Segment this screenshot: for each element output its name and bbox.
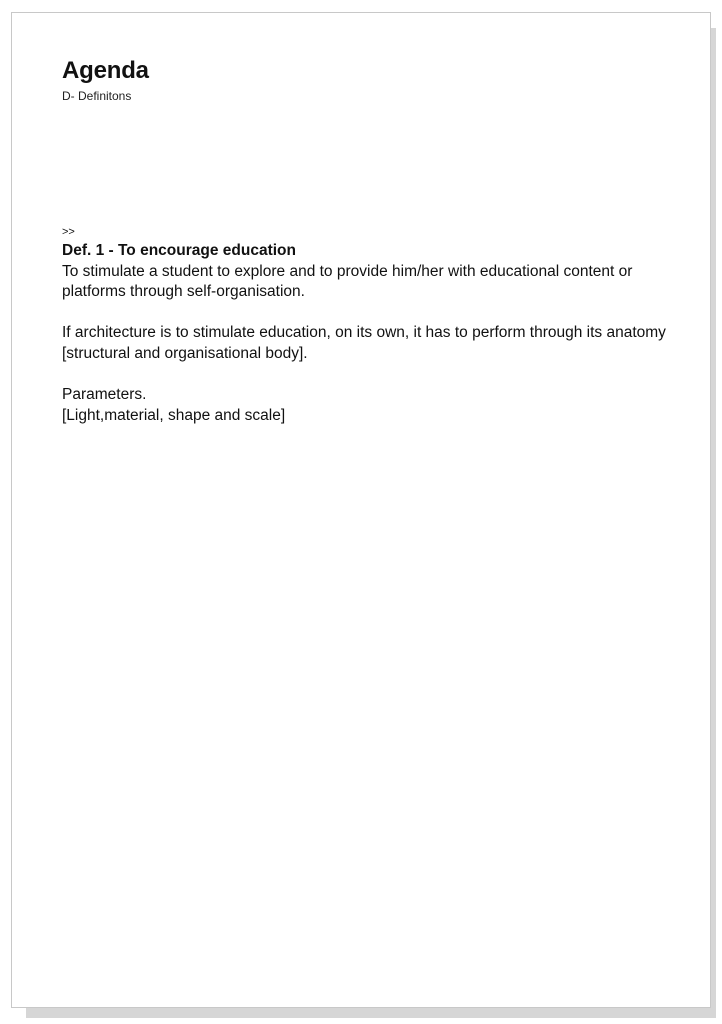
- definition-section: [62, 225, 672, 426]
- paragraph-spacer: [62, 365, 672, 386]
- page-content: [62, 57, 672, 424]
- definition-heading: Def. 1 - To encourage education: [62, 242, 296, 259]
- document-page: [11, 12, 711, 1008]
- paragraph-spacer: [62, 303, 672, 324]
- architecture-paragraph: If architecture is to stimulate education, on its own, it has to perform through its anatomy [structural and organisational body].: [62, 324, 666, 362]
- definition-text: To stimulate a student to explore and to provide him/her with educational content or platforms through self-organisation.: [62, 262, 633, 301]
- page-subtitle: D- Definitons: [62, 89, 132, 103]
- page-title: Agenda: [62, 57, 149, 84]
- section-marker: >>: [62, 226, 75, 238]
- parameters-label: Parameters.: [62, 386, 147, 404]
- parameters-list: [Light,material, shape and scale]: [62, 406, 286, 424]
